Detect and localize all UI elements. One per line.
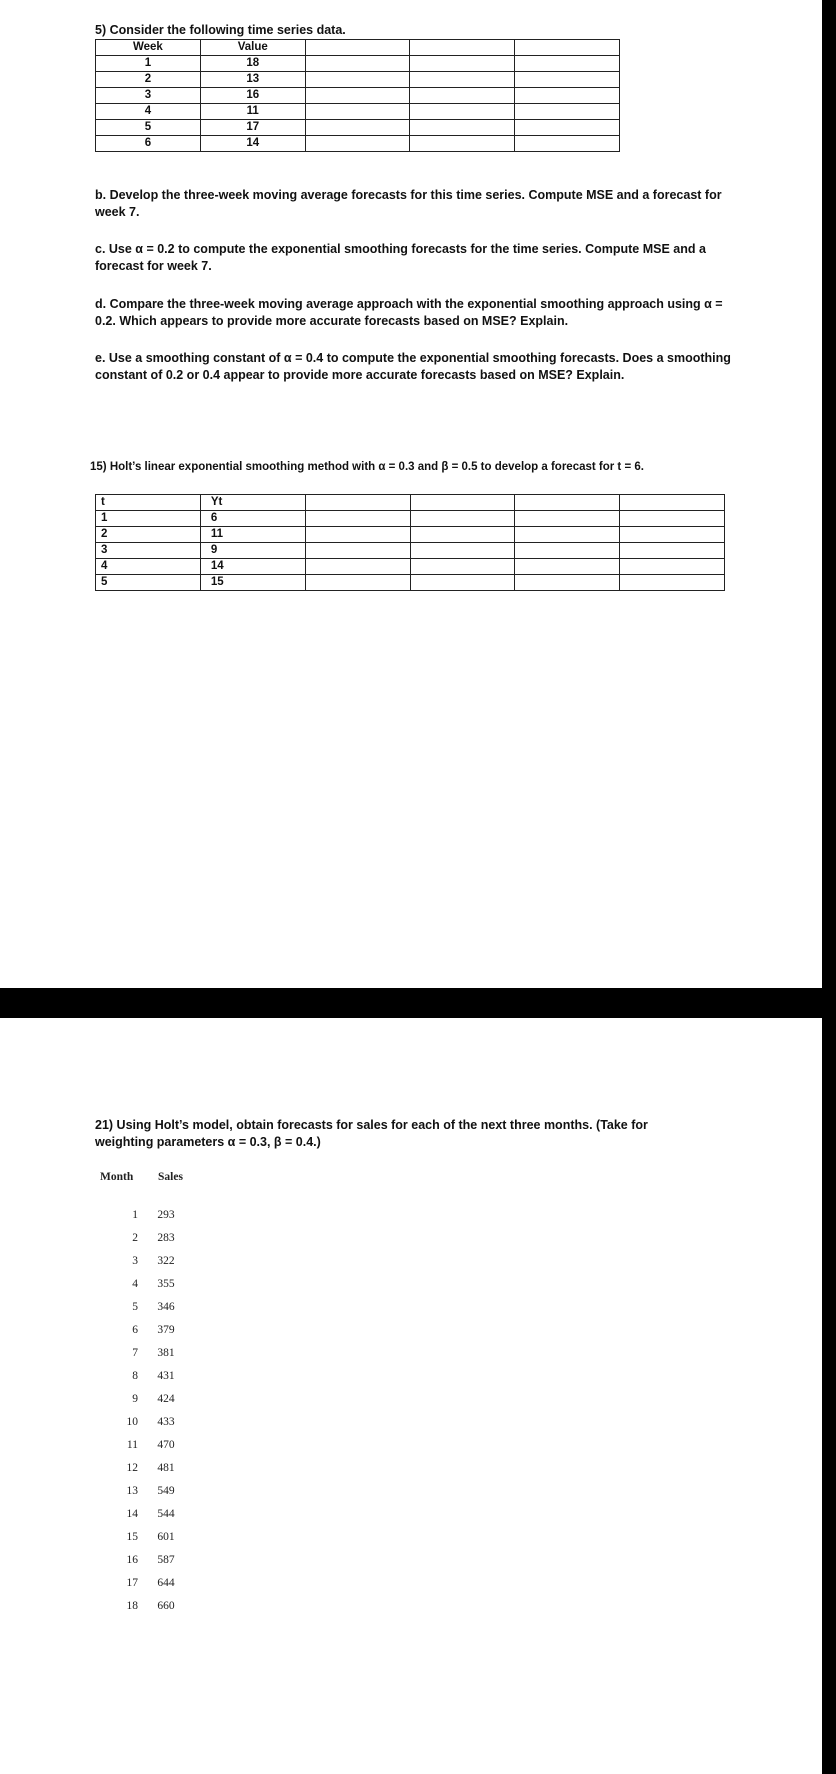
q21-sales-value: 355 — [157, 1278, 175, 1290]
q15-t-cell: 4 — [96, 559, 201, 575]
q15-empty-cell — [620, 527, 725, 543]
table-row — [96, 527, 725, 543]
list-item — [100, 1342, 190, 1365]
q5-part-b: b. Develop the three-week moving average forecasts for this time series. Compute MSE and a forecast for week 7. — [95, 188, 722, 219]
q21-sales-value: 431 — [157, 1370, 175, 1382]
q5-value-cell: 13 — [200, 72, 305, 88]
table-row — [96, 136, 620, 152]
q21-sales-value: 293 — [157, 1209, 175, 1221]
q15-empty-cell — [620, 559, 725, 575]
q15-empty-cell — [620, 543, 725, 559]
q21-sales-value: 381 — [157, 1347, 175, 1359]
list-item — [100, 1572, 190, 1595]
q5-empty-cell — [515, 56, 620, 72]
q5-empty-cell — [305, 40, 410, 56]
table-row — [96, 88, 620, 104]
q5-week-cell: 5 — [96, 120, 201, 136]
q15-empty-cell — [410, 511, 515, 527]
q21-sales-value: 346 — [157, 1301, 175, 1313]
q21-sales-value: 644 — [157, 1577, 175, 1589]
q5-table — [95, 39, 620, 152]
q21-sales-value: 549 — [157, 1485, 175, 1497]
q5-value-cell: 18 — [200, 56, 305, 72]
q15-yt-cell: 15 — [200, 575, 305, 591]
document-page-2 — [0, 1018, 822, 1774]
list-item — [100, 1204, 190, 1227]
q15-empty-cell — [305, 575, 410, 591]
q15-empty-cell — [515, 511, 620, 527]
table-row — [96, 72, 620, 88]
list-item — [100, 1549, 190, 1572]
q21-sales-value: 544 — [157, 1508, 175, 1520]
q21-sales-value: 379 — [157, 1324, 175, 1336]
q5-empty-cell — [410, 88, 515, 104]
q21-month-value: 10 — [126, 1416, 138, 1428]
q15-yt-cell: 11 — [200, 527, 305, 543]
q5-empty-cell — [515, 120, 620, 136]
q15-header-t: t — [96, 495, 201, 511]
q21-month-value: 13 — [126, 1485, 138, 1497]
q15-empty-cell — [515, 527, 620, 543]
q21-month-value: 6 — [132, 1324, 138, 1336]
q21-sales-value: 424 — [157, 1393, 175, 1405]
q5-value-cell: 11 — [200, 104, 305, 120]
list-item — [100, 1595, 190, 1618]
table-row — [96, 543, 725, 559]
list-item — [100, 1273, 190, 1296]
q21-header-row — [100, 1168, 190, 1186]
q15-empty-cell — [410, 575, 515, 591]
q21-sales-value: 283 — [157, 1232, 175, 1244]
q5-empty-cell — [305, 120, 410, 136]
q21-month-value: 5 — [132, 1301, 138, 1313]
q5-empty-cell — [305, 88, 410, 104]
q21-sales-value: 481 — [157, 1462, 175, 1474]
q5-value-cell: 16 — [200, 88, 305, 104]
q15-empty-cell — [305, 495, 410, 511]
q21-sales-table — [100, 1168, 190, 1618]
q21-month-value: 9 — [132, 1393, 138, 1405]
list-item — [100, 1434, 190, 1457]
q5-header-value: Value — [200, 40, 305, 56]
list-item — [100, 1503, 190, 1526]
q5-empty-cell — [410, 104, 515, 120]
q15-empty-cell — [305, 559, 410, 575]
q5-empty-cell — [515, 40, 620, 56]
q15-empty-cell — [515, 543, 620, 559]
q21-sales-value: 433 — [157, 1416, 175, 1428]
table-row — [96, 511, 725, 527]
table-row — [96, 575, 725, 591]
q21-month-value: 3 — [132, 1255, 138, 1267]
q15-title: 15) Holt’s linear exponential smoothing method with α = 0.3 and β = 0.5 to develop a forecast for t = 6. — [90, 461, 644, 473]
list-item — [100, 1526, 190, 1549]
q21-header-sales: Sales — [158, 1171, 183, 1183]
q21-header-month: Month — [100, 1171, 134, 1183]
q15-empty-cell — [515, 495, 620, 511]
q21-sales-value: 322 — [157, 1255, 175, 1267]
q21-sales-value: 587 — [157, 1554, 175, 1566]
table-row — [96, 559, 725, 575]
q15-yt-cell: 14 — [200, 559, 305, 575]
q5-week-cell: 3 — [96, 88, 201, 104]
q5-week-cell: 1 — [96, 56, 201, 72]
q5-header-week: Week — [96, 40, 201, 56]
q15-yt-cell: 6 — [200, 511, 305, 527]
q21-month-value: 8 — [132, 1370, 138, 1382]
q21-month-value: 14 — [126, 1508, 138, 1520]
q15-empty-cell — [620, 495, 725, 511]
q5-title: 5) Consider the following time series data. — [95, 23, 346, 37]
q21-sales-value: 660 — [157, 1600, 175, 1612]
q21-month-value: 15 — [126, 1531, 138, 1543]
q5-empty-cell — [305, 104, 410, 120]
q21-sales-value: 470 — [157, 1439, 175, 1451]
list-item — [100, 1457, 190, 1480]
q15-table-header-row — [96, 495, 725, 511]
q21-month-value: 16 — [126, 1554, 138, 1566]
q5-empty-cell — [305, 136, 410, 152]
q15-empty-cell — [410, 495, 515, 511]
q5-week-cell: 2 — [96, 72, 201, 88]
q5-empty-cell — [515, 72, 620, 88]
list-item — [100, 1227, 190, 1250]
table-row — [96, 104, 620, 120]
table-row — [96, 120, 620, 136]
q21-month-value: 18 — [126, 1600, 138, 1612]
list-item — [100, 1480, 190, 1503]
q5-empty-cell — [305, 56, 410, 72]
q15-empty-cell — [305, 543, 410, 559]
q15-empty-cell — [305, 511, 410, 527]
q15-empty-cell — [620, 575, 725, 591]
q15-t-cell: 1 — [96, 511, 201, 527]
q5-part-d: d. Compare the three-week moving average approach with the exponential smoothing approach using α = 0.2. Which appears to provide more accurate forecasts based on MSE? Explain. — [95, 297, 723, 328]
q5-value-cell: 17 — [200, 120, 305, 136]
q5-empty-cell — [515, 104, 620, 120]
q21-month-value: 11 — [126, 1439, 138, 1451]
q21-month-value: 12 — [126, 1462, 138, 1474]
q5-empty-cell — [410, 72, 515, 88]
q5-week-cell: 4 — [96, 104, 201, 120]
q15-t-cell: 5 — [96, 575, 201, 591]
q5-part-e: e. Use a smoothing constant of α = 0.4 to compute the exponential smoothing forecasts. Does a smoothing constant of 0.2 or 0.4 appear to provide more accurate forecasts based on MSE? Explain. — [95, 351, 731, 382]
list-item — [100, 1296, 190, 1319]
q15-empty-cell — [410, 543, 515, 559]
q5-empty-cell — [515, 136, 620, 152]
q15-t-cell: 3 — [96, 543, 201, 559]
q5-empty-cell — [305, 72, 410, 88]
q21-month-value: 2 — [132, 1232, 138, 1244]
q21-month-value: 7 — [132, 1347, 138, 1359]
q15-header-yt: Yt — [200, 495, 305, 511]
q21-title: 21) Using Holt’s model, obtain forecasts for sales for each of the next three months. (Take for weighting parameters α = 0.3, β = 0.4.) — [95, 1118, 648, 1149]
list-item — [100, 1411, 190, 1434]
q15-empty-cell — [410, 559, 515, 575]
q15-empty-cell — [620, 511, 725, 527]
q5-empty-cell — [515, 88, 620, 104]
list-item — [100, 1250, 190, 1273]
q5-table-header-row — [96, 40, 620, 56]
list-item — [100, 1388, 190, 1411]
q15-empty-cell — [305, 527, 410, 543]
list-item — [100, 1365, 190, 1388]
q15-yt-cell: 9 — [200, 543, 305, 559]
q21-month-value: 1 — [132, 1209, 138, 1221]
q15-empty-cell — [410, 527, 515, 543]
q15-empty-cell — [515, 575, 620, 591]
q5-empty-cell — [410, 56, 515, 72]
q5-week-cell: 6 — [96, 136, 201, 152]
q5-empty-cell — [410, 120, 515, 136]
q21-month-value: 4 — [132, 1278, 138, 1290]
q15-empty-cell — [515, 559, 620, 575]
q21-sales-value: 601 — [157, 1531, 175, 1543]
q15-table — [95, 494, 725, 591]
q15-t-cell: 2 — [96, 527, 201, 543]
table-row — [96, 56, 620, 72]
q21-month-value: 17 — [126, 1577, 138, 1589]
q5-value-cell: 14 — [200, 136, 305, 152]
q5-part-c: c. Use α = 0.2 to compute the exponential smoothing forecasts for the time series. Compute MSE and a forecast for week 7. — [95, 242, 706, 273]
q5-empty-cell — [410, 136, 515, 152]
list-item — [100, 1319, 190, 1342]
q5-empty-cell — [410, 40, 515, 56]
